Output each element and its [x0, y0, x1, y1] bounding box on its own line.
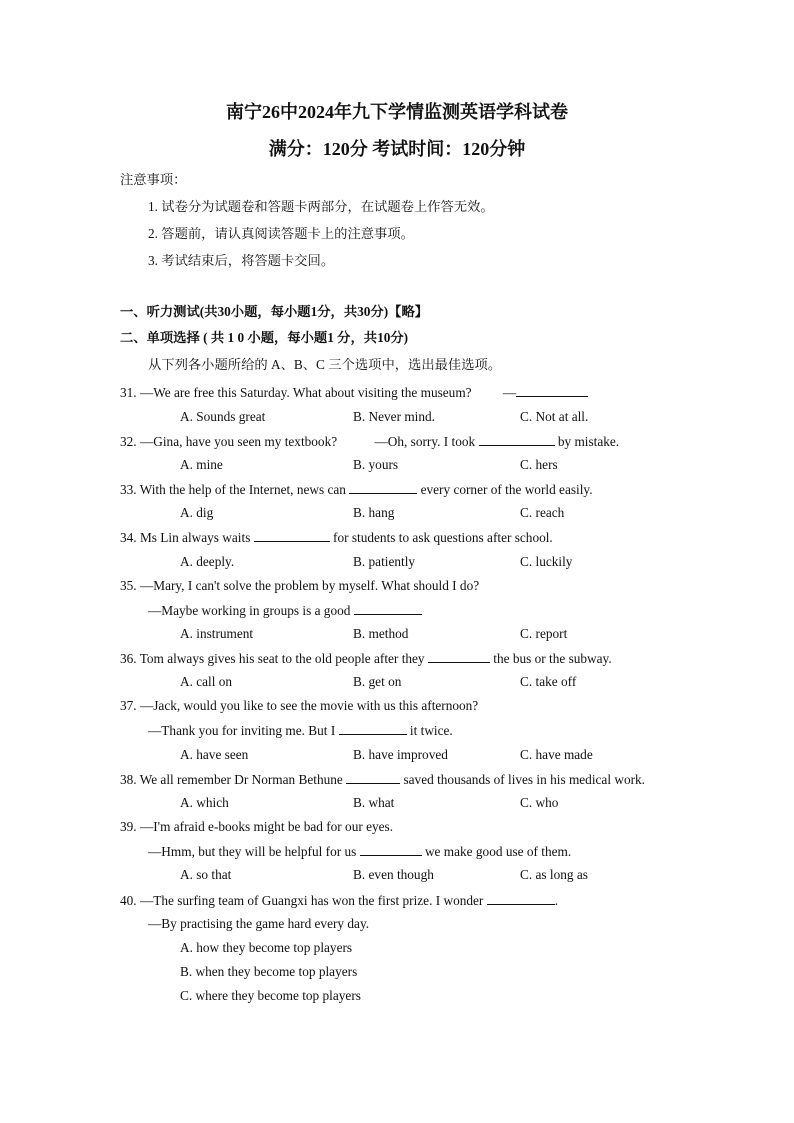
- question-text: —Hmm, but they will be helpful for us: [148, 844, 357, 859]
- question-31: [120, 384, 588, 401]
- exam-title: 南宁26中2024年九下学情监测英语学科试卷: [226, 102, 568, 122]
- exam-subtitle: 满分：120分 考试时间：120分钟: [268, 139, 526, 159]
- option-a: A. dig: [180, 505, 214, 520]
- notice-item: 3. 考试结束后，将答题卡交回。: [148, 253, 335, 268]
- answer-blank: [516, 384, 588, 397]
- question-37-line-2: [148, 722, 453, 739]
- option-a: A. mine: [180, 457, 223, 472]
- option-a: A. deeply.: [180, 554, 235, 569]
- option-b: B. Never mind.: [353, 409, 435, 424]
- question-text: —Thank you for inviting me. But I: [148, 723, 336, 738]
- answer-blank: [349, 481, 417, 494]
- option-b: B. get on: [353, 674, 402, 689]
- option-a: A. so that: [180, 867, 232, 882]
- option-b: B. have improved: [353, 747, 448, 762]
- question-text: 36. Tom always gives his seat to the old people after they: [120, 651, 425, 666]
- option-c: C. who: [520, 795, 559, 810]
- answer-blank: [428, 650, 490, 663]
- question-34: [120, 529, 553, 546]
- notice-heading: 注意事项：: [120, 172, 187, 187]
- option-c: C. hers: [520, 457, 558, 472]
- option-b: B. yours: [353, 457, 399, 472]
- section-2-instruction: 从下列各小题所给的 A、B、C 三个选项中，选出最佳选项。: [148, 357, 502, 372]
- section-2-heading: 二、单项选择 ( 共 1 0 小题，每小题1 分，共10分): [120, 330, 409, 345]
- question-37: 37. —Jack, would you like to see the movie with us this afternoon?: [120, 698, 479, 713]
- question-text: every corner of the world easily.: [420, 482, 593, 497]
- question-text: the bus or the subway.: [493, 651, 612, 666]
- option-b: B. patiently: [353, 554, 416, 569]
- section-1-heading: 一、听力测试(共30小题，每小题1分，共30分)【略】: [120, 304, 429, 319]
- option-c: C. report: [520, 626, 568, 641]
- answer-blank: [346, 771, 400, 784]
- option-b: B. when they become top players: [180, 964, 358, 979]
- option-c: C. have made: [520, 747, 593, 762]
- question-39-line-2: [148, 843, 571, 860]
- question-39: 39. —I'm afraid e-books might be bad for our eyes.: [120, 819, 394, 834]
- option-c: C. luckily: [520, 554, 573, 569]
- question-32: [120, 433, 619, 450]
- question-text: by mistake.: [557, 434, 620, 449]
- option-a: A. have seen: [180, 747, 249, 762]
- question-text: we make good use of them.: [424, 844, 572, 859]
- question-38: [120, 771, 645, 788]
- answer-blank: [354, 602, 422, 615]
- option-c: C. reach: [520, 505, 565, 520]
- answer-blank: [487, 892, 555, 905]
- question-33: [120, 481, 593, 498]
- question-35: 35. —Mary, I can't solve the problem by myself. What should I do?: [120, 578, 480, 593]
- option-c: C. take off: [520, 674, 577, 689]
- question-text: —Oh, sorry. I took: [374, 434, 476, 449]
- option-a: A. Sounds great: [180, 409, 266, 424]
- option-c: C. as long as: [520, 867, 588, 882]
- question-36: [120, 650, 612, 667]
- option-a: A. call on: [180, 674, 233, 689]
- question-text: —: [502, 385, 517, 400]
- option-a: A. instrument: [180, 626, 254, 641]
- option-a: A. which: [180, 795, 229, 810]
- answer-blank: [254, 529, 330, 542]
- option-b: B. what: [353, 795, 395, 810]
- question-text: it twice.: [409, 723, 453, 738]
- option-b: B. even though: [353, 867, 434, 882]
- option-c: C. Not at all.: [520, 409, 589, 424]
- question-40-line-2: —By practising the game hard every day.: [148, 916, 370, 931]
- answer-blank: [479, 433, 555, 446]
- option-c: C. where they become top players: [180, 988, 361, 1003]
- question-text: 34. Ms Lin always waits: [120, 530, 251, 545]
- notice-item: 1. 试卷分为试题卷和答题卡两部分，在试题卷上作答无效。: [148, 199, 494, 214]
- question-text: 33. With the help of the Internet, news can: [120, 482, 346, 497]
- question-40: [120, 892, 558, 909]
- question-text: 31. —We are free this Saturday. What about visiting the museum?: [120, 385, 472, 400]
- question-text: 38. We all remember Dr Norman Bethune: [120, 772, 343, 787]
- question-text: 32. —Gina, have you seen my textbook?: [120, 434, 338, 449]
- question-text: —Maybe working in groups is a good: [148, 603, 351, 618]
- question-text: for students to ask questions after school.: [333, 530, 553, 545]
- question-35-line-2: [148, 602, 422, 619]
- question-text: saved thousands of lives in his medical work.: [403, 772, 646, 787]
- question-text: 40. —The surfing team of Guangxi has won the first prize. I wonder: [120, 893, 484, 908]
- option-b: B. hang: [353, 505, 395, 520]
- option-b: B. method: [353, 626, 409, 641]
- answer-blank: [360, 843, 422, 856]
- answer-blank: [339, 722, 407, 735]
- option-a: A. how they become top players: [180, 940, 353, 955]
- question-text: .: [554, 893, 559, 908]
- notice-item: 2. 答题前，请认真阅读答题卡上的注意事项。: [148, 226, 414, 241]
